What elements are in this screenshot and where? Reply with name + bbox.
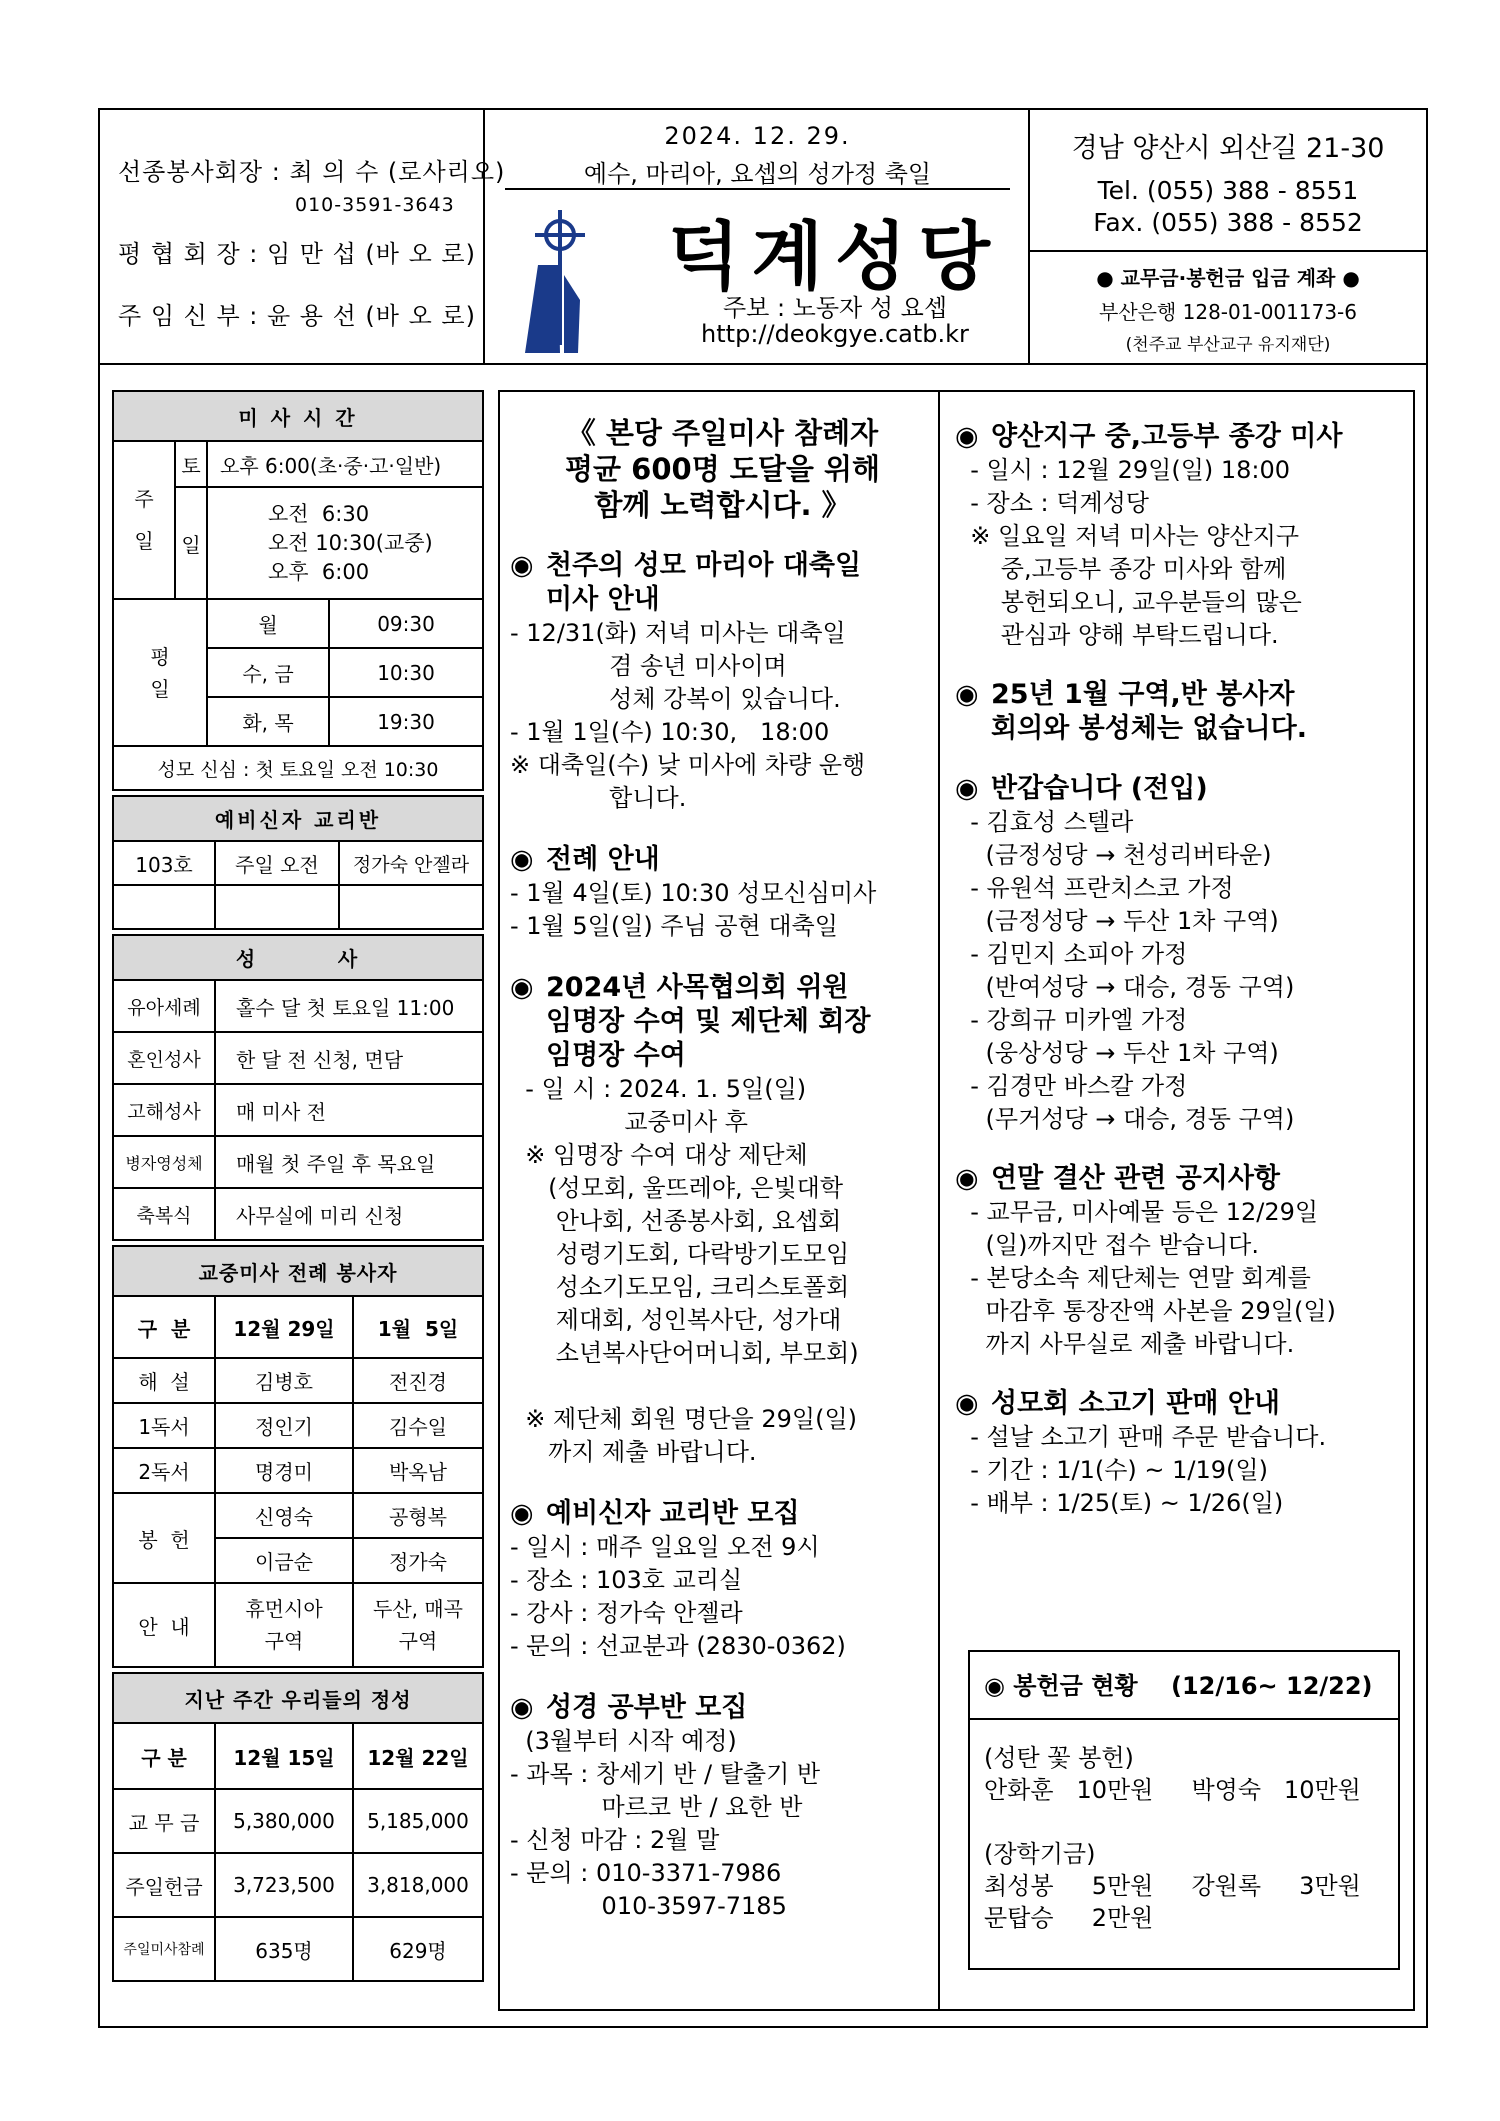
- donation-line: 최성봉 5만원 강원록 3만원: [984, 1872, 1361, 1900]
- sunday-label: 주 일: [113, 441, 175, 599]
- notice-section: [955, 420, 1415, 652]
- notice-section: [510, 971, 935, 1469]
- chair-line: [118, 152, 505, 187]
- minister-name: 김수일: [353, 1403, 483, 1448]
- bullet-icon: ◉: [955, 421, 979, 452]
- notice-line: - 1월 5일(일) 주님 공현 대축일: [510, 912, 838, 940]
- notice-line: 제대회, 성인복사단, 성가대: [510, 1306, 842, 1334]
- feast-name: 예수, 마리아, 요셉의 성가정 축일: [583, 160, 932, 188]
- notice-line: - 문의 : 선교분과 (2830-0362): [510, 1632, 846, 1660]
- notice-line: - 1월 4일(토) 10:30 성모신심미사: [510, 879, 877, 907]
- minister-role: 봉 헌: [113, 1493, 215, 1583]
- notice-line: (성모회, 울뜨레야, 은빛대학: [510, 1174, 844, 1202]
- offerings-table: [112, 1672, 484, 1982]
- notice-line: ※ 제단체 회원 명단을 29일(일): [510, 1405, 857, 1433]
- weekday-label: 평 일: [113, 599, 207, 746]
- offering-amount: 3,818,000: [353, 1853, 483, 1917]
- notices-divider: [938, 390, 940, 2011]
- notice-line: ※ 임명장 수여 대상 제단체: [510, 1141, 808, 1169]
- priest-name: 윤 용 선 (바 오 로): [266, 302, 476, 330]
- sacrament-name: 유아세례: [113, 980, 215, 1032]
- donation-box: [968, 1650, 1400, 1970]
- bullet-icon: ◉: [510, 972, 534, 1003]
- parish-website: http://deokgye.catb.kr: [701, 320, 969, 348]
- notice-line: - 12/31(화) 저녁 미사는 대축일: [510, 619, 846, 647]
- offering-type: 주일미사참례: [113, 1917, 215, 1981]
- marian-devotion: 성모 신심 : 첫 토요일 오전 10:30: [113, 746, 483, 790]
- account-number: 부산은행 128-01-001173-6: [1099, 300, 1357, 324]
- empty-cell: [113, 885, 215, 929]
- notice-line: - 일시 : 12월 29일(일) 18:00: [955, 456, 1291, 484]
- notice-line: 중,고등부 종강 미사와 함께: [955, 555, 1287, 583]
- banner-line: 함께 노력합시다. 》: [594, 488, 851, 522]
- notice-line: - 과목 : 창세기 반 / 탈출기 반: [510, 1760, 821, 1788]
- sunday-mass-times: [207, 487, 483, 599]
- offerings-title: 지난 주간 우리들의 정성: [113, 1673, 483, 1723]
- notice-line: 까지 제출 바랍니다.: [510, 1438, 757, 1466]
- chair-name: 최 의 수 (로사리오): [289, 158, 506, 186]
- notice-line: 마르코 반 / 요한 반: [510, 1793, 803, 1821]
- notice-line: 마감후 통장잔액 사본을 29일(일): [955, 1297, 1336, 1325]
- sacrament-value: 매 미사 전: [215, 1084, 483, 1136]
- ministers-title: 교중미사 전례 봉사자: [113, 1246, 483, 1296]
- notice-line: - 일 시 : 2024. 1. 5일(일): [510, 1075, 807, 1103]
- title-divider: [505, 188, 1010, 190]
- banner-line: 《 본당 주일미사 참례자: [566, 416, 879, 450]
- minister-name: 전진경: [353, 1358, 483, 1403]
- bullet-icon: ◉: [955, 679, 979, 710]
- notice-line: 소년복사단어머니회, 부모회): [510, 1339, 859, 1367]
- offering-amount: 5,185,000: [353, 1789, 483, 1853]
- ministers-date-2: 1월 5일: [353, 1296, 483, 1358]
- middle-notices: [510, 549, 935, 1923]
- sunday-time-1: 오전 6:30: [268, 501, 370, 526]
- sacraments-table: [112, 934, 484, 1241]
- offering-type: 교 무 금: [113, 1789, 215, 1853]
- donation-line: 안화훈 10만원 박영숙 10만원: [984, 1776, 1361, 1804]
- parish-logo-icon: [520, 205, 610, 355]
- bullet-icon: ◉: [955, 1163, 979, 1194]
- notice-section: [510, 549, 935, 815]
- attendance-banner: [510, 415, 935, 523]
- notice-line: - 설날 소고기 판매 주문 받습니다.: [955, 1423, 1327, 1451]
- notice-title: 회의와 봉성체는 없습니다.: [991, 713, 1307, 744]
- notice-section: [510, 843, 935, 943]
- header-bottom-rule: [98, 363, 1428, 365]
- notice-line: - 김경만 바스칼 가정: [955, 1072, 1188, 1100]
- ministers-date-1: 12월 29일: [215, 1296, 353, 1358]
- notice-line: 겸 송년 미사이며: [510, 652, 787, 680]
- notice-line: - 장소 : 덕계성당: [955, 489, 1149, 517]
- priest-label: 주 임 신 부 :: [118, 302, 259, 330]
- notice-line: 안나회, 선종봉사회, 요셉회: [510, 1207, 842, 1235]
- offering-type: 주일헌금: [113, 1853, 215, 1917]
- notice-line: - 일시 : 매주 일요일 오전 9시: [510, 1533, 820, 1561]
- donation-title: ◉ 봉헌금 현황 (12/16~ 12/22): [970, 1652, 1398, 1720]
- catechumen-title: 예비신자 교리반: [113, 796, 483, 841]
- offering-amount: 629명: [353, 1917, 483, 1981]
- notice-line: 성령기도회, 다락방기도모임: [510, 1240, 850, 1268]
- notice-line: 관심과 양해 부탁드립니다.: [955, 621, 1279, 649]
- account-owner: (천주교 부산교구 유지재단): [1125, 335, 1331, 355]
- notice-line: 010-3597-7185: [510, 1892, 787, 1920]
- minister-name: 김병호: [215, 1358, 353, 1403]
- right-column: [955, 420, 1415, 1520]
- notice-line: 합니다.: [510, 784, 687, 812]
- notice-line: (일)까지만 접수 받습니다.: [955, 1231, 1259, 1259]
- minister-name: 이금순: [215, 1538, 353, 1583]
- notice-title: 임명장 수여 및 제단체 회장: [546, 1006, 871, 1037]
- notice-line: - 1월 1일(수) 10:30, 18:00: [510, 718, 830, 746]
- header-staff-box: [100, 110, 506, 365]
- account-title: ● 교무금·봉헌금 입금 계좌 ●: [1096, 266, 1360, 290]
- sunday-time-2: 오전 10:30(교중): [268, 530, 433, 555]
- notice-line: - 김민지 소피아 가정: [955, 940, 1188, 968]
- notice-section: [955, 1387, 1415, 1520]
- offerings-col-label: 구 분: [113, 1723, 215, 1789]
- sacrament-name: 혼인성사: [113, 1032, 215, 1084]
- header-contact-box: [1030, 110, 1426, 365]
- donation-line: 문탑승 2만원: [984, 1904, 1154, 1932]
- notice-title: ◉ 성경 공부반 모집: [510, 1692, 748, 1723]
- notice-line: - 기간 : 1/1(수) ~ 1/19(일): [955, 1456, 1268, 1484]
- bullet-icon: ◉: [510, 1498, 534, 1529]
- catechumen-room: 103호: [113, 841, 215, 885]
- notice-line: - 교무금, 미사예물 등은 12/29일: [955, 1198, 1319, 1226]
- parish-name: 덕계성당: [668, 214, 1002, 300]
- notice-line: - 문의 : 010-3371-7986: [510, 1859, 782, 1887]
- offering-amount: 635명: [215, 1917, 353, 1981]
- chair-label: 선종봉사회장 :: [118, 158, 281, 186]
- priest-line: [118, 296, 476, 331]
- sacrament-value: 한 달 전 신청, 면담: [215, 1032, 483, 1084]
- bulletin-date: 2024. 12. 29.: [664, 122, 851, 150]
- sacraments-title: 성 사: [113, 935, 483, 980]
- empty-cell: [339, 885, 483, 929]
- notice-title: ◉ 성모회 소고기 판매 안내: [955, 1388, 1281, 1419]
- notice-title: 미사 안내: [546, 584, 660, 615]
- notice-title: ◉ 연말 결산 관련 공지사항: [955, 1163, 1281, 1194]
- sacrament-name: 고해성사: [113, 1084, 215, 1136]
- notice-line: 봉헌되오니, 교우분들의 많은: [955, 588, 1302, 616]
- notice-title: ◉ 2024년 사목협의회 위원: [510, 972, 849, 1003]
- notice-line: - 배부 : 1/25(토) ~ 1/26(일): [955, 1489, 1284, 1517]
- minister-role: 해 설: [113, 1358, 215, 1403]
- notice-line: - 유원석 프란치스코 가정: [955, 874, 1234, 902]
- weekday-time: 09:30: [329, 599, 483, 648]
- notice-title: ◉ 반갑습니다 (전입): [955, 773, 1208, 804]
- middle-column: [510, 415, 935, 1923]
- bullet-icon: ◉: [510, 844, 534, 875]
- notice-title: ◉ 예비신자 교리반 모집: [510, 1498, 800, 1529]
- empty-cell: [215, 885, 339, 929]
- sun-label: 일: [175, 487, 207, 599]
- bullet-icon: ◉: [510, 1692, 534, 1723]
- offerings-date-1: 12월 15일: [215, 1723, 353, 1789]
- notice-section: [955, 678, 1415, 746]
- notice-section: [955, 772, 1415, 1136]
- notice-line: 성체 강복이 있습니다.: [510, 685, 841, 713]
- catechumen-table: [112, 795, 484, 930]
- mass-times-table: [112, 390, 484, 791]
- weekday-time: 19:30: [329, 697, 483, 746]
- notice-line: - 장소 : 103호 교리실: [510, 1566, 743, 1594]
- sacrament-value: 홀수 달 첫 토요일 11:00: [215, 980, 483, 1032]
- weekday-day: 화, 목: [207, 697, 329, 746]
- notice-line: 교중미사 후: [510, 1108, 748, 1136]
- notice-title: ◉ 양산지구 중,고등부 종강 미사: [955, 421, 1343, 452]
- bullet-icon: ◉: [955, 773, 979, 804]
- parish-tel: Tel. (055) 388 - 8551: [1097, 176, 1359, 205]
- notice-section: [510, 1691, 935, 1923]
- notice-line: - 김효성 스텔라: [955, 808, 1134, 836]
- minister-name: 두산, 매곡 구역: [353, 1583, 483, 1667]
- notice-line: - 신청 마감 : 2월 말: [510, 1826, 720, 1854]
- minister-role: 1독서: [113, 1403, 215, 1448]
- offering-amount: 5,380,000: [215, 1789, 353, 1853]
- notice-section: [955, 1162, 1415, 1361]
- saturday-label: 토: [175, 441, 207, 487]
- contact-divider: [1030, 250, 1426, 252]
- sunday-time-3: 오후 6:00: [268, 559, 370, 584]
- council-label: 평 협 회 장 :: [118, 240, 259, 268]
- ministers-table: [112, 1245, 484, 1668]
- right-notices: [955, 420, 1415, 1520]
- notice-line: - 강사 : 정가숙 안젤라: [510, 1599, 743, 1627]
- left-column: [112, 390, 484, 1982]
- donation-line: (성탄 꽃 봉헌): [984, 1744, 1134, 1772]
- offering-amount: 3,723,500: [215, 1853, 353, 1917]
- weekday-day: 수, 금: [207, 648, 329, 697]
- donation-line: (장학기금): [984, 1840, 1096, 1868]
- notice-line: (3월부터 시작 예정): [510, 1727, 737, 1755]
- notice-line: ※ 일요일 저녁 미사는 양산지구: [955, 522, 1300, 550]
- bullet-icon: ◉: [510, 550, 534, 581]
- minister-role: 2독서: [113, 1448, 215, 1493]
- council-line: [118, 234, 476, 269]
- catechumen-time: 주일 오전: [215, 841, 339, 885]
- notice-title: ◉ 천주의 성모 마리아 대축일: [510, 550, 862, 581]
- sacrament-name: 축복식: [113, 1188, 215, 1240]
- parish-address: 경남 양산시 외산길 21-30: [1071, 133, 1385, 164]
- sacrament-value: 사무실에 미리 신청: [215, 1188, 483, 1240]
- weekday-day: 월: [207, 599, 329, 648]
- chair-phone: 010-3591-3643: [295, 194, 455, 216]
- notice-line: - 강희규 미카엘 가정: [955, 1006, 1188, 1034]
- bullet-icon: ◉: [955, 1388, 979, 1419]
- minister-name: 박옥남: [353, 1448, 483, 1493]
- notice-line: (금정성당 → 두산 1차 구역): [955, 907, 1279, 935]
- saturday-mass-time: 오후 6:00(초·중·고·일반): [207, 441, 483, 487]
- notice-line: 성소기도모임, 크리스토폴회: [510, 1273, 850, 1301]
- offerings-date-2: 12월 22일: [353, 1723, 483, 1789]
- minister-role: 안 내: [113, 1583, 215, 1667]
- notice-title: ◉ 전례 안내: [510, 844, 660, 875]
- notice-line: - 본당소속 제단체는 연말 회계를: [955, 1264, 1311, 1292]
- notice-line: 까지 사무실로 제출 바랍니다.: [955, 1330, 1295, 1358]
- notice-title: ◉ 25년 1월 구역,반 봉사자: [955, 679, 1295, 710]
- council-name: 임 만 섭 (바 오 로): [266, 240, 476, 268]
- notice-title: 임명장 수여: [546, 1040, 686, 1071]
- minister-name: 신영숙: [215, 1493, 353, 1538]
- notice-line: [510, 1370, 935, 1403]
- catechumen-teacher: 정가숙 안젤라: [339, 841, 483, 885]
- minister-name: 정인기: [215, 1403, 353, 1448]
- minister-name: 휴먼시아 구역: [215, 1583, 353, 1667]
- banner-line: 평균 600명 도달을 위해: [565, 452, 880, 486]
- notice-line: ※ 대축일(수) 낮 미사에 차량 운행: [510, 751, 866, 779]
- sacrament-value: 매월 첫 주일 후 목요일: [215, 1136, 483, 1188]
- minister-name: 공형복: [353, 1493, 483, 1538]
- patron-saint: 주보 : 노동자 성 요셉: [722, 294, 948, 322]
- notice-line: (금정성당 → 천성리버타운): [955, 841, 1272, 869]
- donation-line: [984, 1806, 1394, 1838]
- ministers-col-label: 구 분: [113, 1296, 215, 1358]
- notice-line: (무거성당 → 대승, 경동 구역): [955, 1105, 1295, 1133]
- mass-times-title: 미 사 시 간: [113, 391, 483, 441]
- notice-line: (웅상성당 → 두산 1차 구역): [955, 1039, 1279, 1067]
- parish-fax: Fax. (055) 388 - 8552: [1093, 208, 1363, 237]
- sacrament-name: 병자영성체: [113, 1136, 215, 1188]
- donation-list: [984, 1742, 1394, 1934]
- minister-name: 정가숙: [353, 1538, 483, 1583]
- notice-line: (반여성당 → 대승, 경동 구역): [955, 973, 1295, 1001]
- minister-name: 명경미: [215, 1448, 353, 1493]
- notice-section: [510, 1497, 935, 1663]
- weekday-time: 10:30: [329, 648, 483, 697]
